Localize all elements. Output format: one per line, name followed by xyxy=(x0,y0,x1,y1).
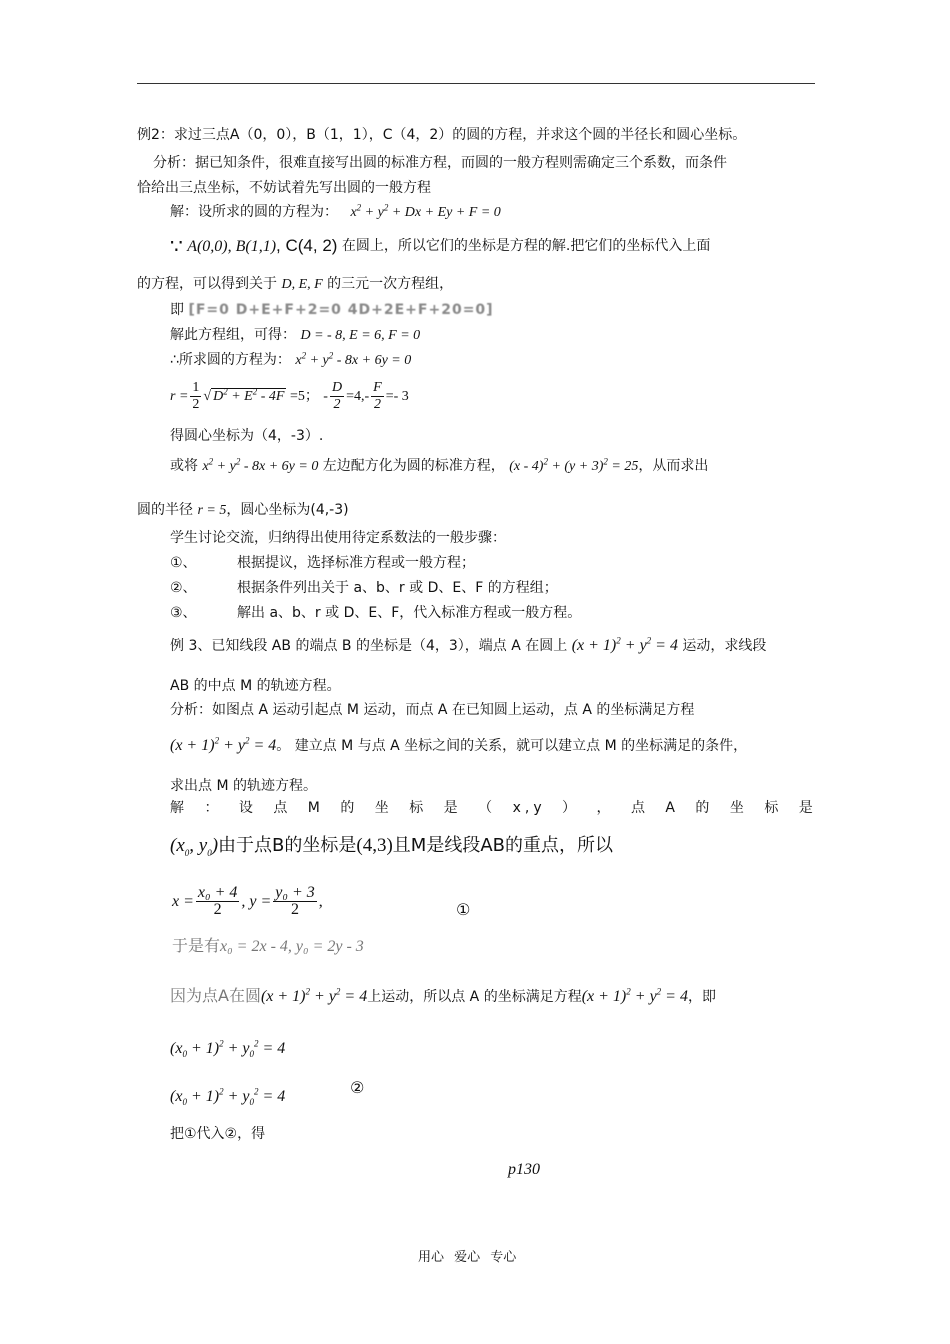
sol-b-text-2: 且M是线段AB的重点，所以 xyxy=(392,835,613,856)
example-3-analysis-b: $(x + 1)^2 + y^2 = 4$。 建立点 M 与点 A 坐标之间的关系，就可以建立点 M 的坐标满足的条件， xyxy=(170,735,748,754)
system-line xyxy=(170,300,494,320)
analysis-b-text: 建立点 M 与点 A 坐标之间的关系，就可以建立点 M 的坐标满足的条件， xyxy=(294,738,748,754)
example-3-title-b: 运动，求线段 xyxy=(682,638,767,654)
solve-values: D = - 8, E = 6, F = 0 xyxy=(300,328,421,343)
because-symbol: ∵ xyxy=(170,234,183,258)
or-equation: $x^2 + y^2 - 8x + 6y = 0$ xyxy=(202,456,319,474)
mid-y-label: , y = xyxy=(241,893,272,910)
solve-line xyxy=(170,325,420,346)
system-intro-text: 的方程，可以得到关于 xyxy=(137,276,277,292)
then-line xyxy=(172,936,364,957)
step-1-text: 根据提议，选择标准方程或一般方程； xyxy=(237,555,475,571)
point-a-coords: ($x_0$, $y_0$) xyxy=(170,835,219,858)
point-c: , C(4, 2) xyxy=(276,236,338,255)
substitute-line: 把①代入②，得 xyxy=(170,1126,266,1142)
because-b: 上运动，所以点 A 的坐标满足方程 xyxy=(367,989,582,1005)
because-a: 因为点A在圆 xyxy=(170,986,261,1005)
standard-equation: $(x - 4)^2 + (y + 3)^2 = 25$ xyxy=(509,456,639,474)
mid-y-denominator: 2 xyxy=(291,901,300,918)
result-line xyxy=(170,350,411,371)
step-2-text: 根据条件列出关于 a、b、r 或 D、E、F 的方程组； xyxy=(237,580,558,596)
midpoint-formula xyxy=(172,882,323,921)
solution-intro xyxy=(170,202,501,223)
mark-2: ② xyxy=(350,1078,365,1097)
example-3-title-c: AB 的中点 M 的轨迹方程。 xyxy=(170,678,341,694)
because-line xyxy=(170,982,716,1011)
example-3-analysis-a: 分析：如图点 A 运动引起点 M 运动，而点 A 在已知圆上运动，点 A 的坐标满足方程 xyxy=(170,702,695,718)
since-text: 在圆上，所以它们的坐标是方程的解.把它们的坐标代入上面 xyxy=(341,238,711,254)
page-number-text: p130 xyxy=(508,1161,540,1178)
mid-y-numerator: y₀ + 3 xyxy=(275,884,315,901)
radius-equation: r = 5 xyxy=(197,503,227,518)
sol-b-text: 由于点B的坐标是 xyxy=(218,835,357,856)
or-text: 左边配方化为圆的标准方程， xyxy=(322,458,505,474)
example-3-analysis-c: 求出点 M 的轨迹方程。 xyxy=(170,778,317,794)
example-2-analysis-line-1: 分析：据已知条件，很难直接写出圆的标准方程，而圆的一般方程则需确定三个系数，而条件 xyxy=(153,155,727,171)
radius-line xyxy=(137,500,349,521)
mid-x-numerator: x₀ + 4 xyxy=(197,884,238,901)
example-3-title xyxy=(170,632,766,660)
header-rule xyxy=(137,83,815,84)
solve-label: 解此方程组，可得： xyxy=(170,327,296,343)
step-2-mark: ②、 xyxy=(170,580,197,596)
equation-system-garbled: [F=0 D+E+F+2=0 4D+2E+F+20=0] xyxy=(188,302,494,318)
page-footer: 用心 爱心 专心 xyxy=(418,1250,517,1265)
system-intro-text-2: 的三元一次方程组， xyxy=(327,276,454,292)
or-line xyxy=(170,452,708,481)
result-label: ∴所求圆的方程为： xyxy=(170,352,291,368)
circle-equation: $(x + 1)^2 + y^2 = 4$ xyxy=(571,635,678,654)
points-ab: A(0,0), B(1,1) xyxy=(187,238,277,255)
system-intro xyxy=(137,274,453,295)
because-c: ，即 xyxy=(687,989,716,1005)
unknowns-def: D, E, F xyxy=(281,277,323,292)
step-3-text: 解出 a、b、r 或 D、E、F，代入标准方程或一般方程。 xyxy=(237,605,582,621)
example-2-analysis-line-2: 恰给出三点坐标，不妨试着先写出圆的一般方程 xyxy=(137,180,431,196)
mid-x-denominator: 2 xyxy=(213,901,222,918)
general-equation: $x^2 + y^2 + Dx + Ey + F = 0$ xyxy=(350,202,501,220)
example-3-solution-b xyxy=(170,830,613,861)
step-3-mark: ③、 xyxy=(170,605,197,621)
radius-suffix: ，圆心坐标为(4,-3) xyxy=(226,502,349,518)
or-text-2: ，从而求出 xyxy=(638,458,709,474)
equation-b: $(x_0 + 1)^2 + y_0^2 = 4$ xyxy=(170,1086,286,1108)
since-line xyxy=(170,232,710,261)
or-label: 或将 xyxy=(170,458,198,474)
solution-label: 解：设所求的圆的方程为： xyxy=(170,204,338,220)
radius-prefix: 圆的半径 xyxy=(137,502,193,518)
page-number xyxy=(508,1160,540,1180)
center-result: 得圆心坐标为（4，-3）. xyxy=(170,428,324,444)
mid-x-label: x = xyxy=(172,893,194,910)
analysis-circle-equation: $(x + 1)^2 + y^2 = 4$ xyxy=(170,735,277,754)
equation-a: $(x_0 + 1)^2 + y_0^2 = 4$ xyxy=(170,1038,286,1060)
steps-intro: 学生讨论交流，归纳得出使用待定系数法的一般步骤： xyxy=(170,530,506,546)
example-3-solution-a: 解 ： 设 点 M 的 坐 标 是 （ x,y ） ， 点 A 的 坐 标 是 xyxy=(170,800,817,816)
because-circle-eq-2: $(x + 1)^2 + y^2 = 4$ xyxy=(581,986,688,1005)
then-equation: x₀ = 2x - 4, y₀ = 2y - 3 xyxy=(220,938,364,955)
result-equation: $x^2 + y^2 - 8x + 6y = 0$ xyxy=(295,350,412,368)
ji-label: 即 xyxy=(170,302,184,318)
because-circle-eq: $(x + 1)^2 + y^2 = 4$ xyxy=(260,986,368,1005)
mark-1: ① xyxy=(456,900,471,919)
point-b-coords: (4,3) xyxy=(356,835,393,856)
example-2-title: 例2：求过三点A（0，0），B（1，1），C（4，2）的圆的方程，并求这个圆的半径长和圆心坐标。 xyxy=(137,127,747,143)
radius-formula: r = $\frac{1}{2}$ √ $D^2 + E^2 - 4F =5$； - $\frac{D}{2}$ =4,- $\frac{F}{2}$ =- 3 xyxy=(170,379,409,412)
mid-tail: , xyxy=(318,893,323,910)
step-1-mark: ①、 xyxy=(170,555,197,571)
example-3-title-a: 例 3、已知线段 AB 的端点 B 的坐标是（4，3），端点 A 在圆上 xyxy=(170,638,568,654)
then-text: 于是有 xyxy=(172,936,221,955)
